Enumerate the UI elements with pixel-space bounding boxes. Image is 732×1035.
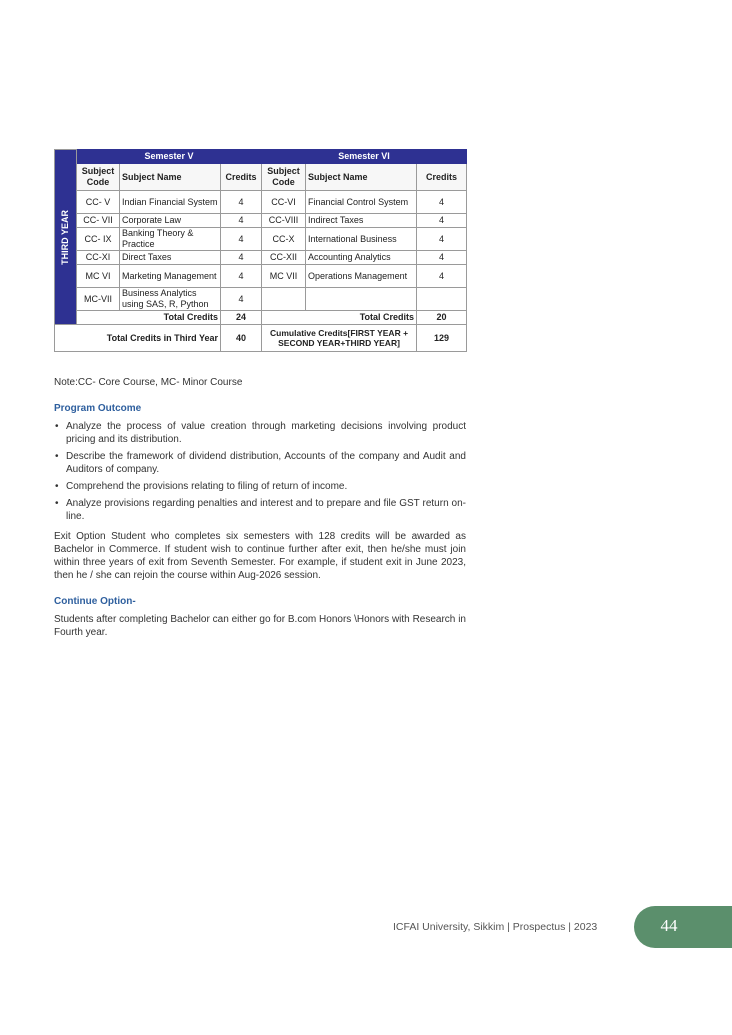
subject-name: Accounting Analytics	[306, 251, 417, 265]
page-number: 44	[660, 916, 678, 935]
list-item: • Comprehend the provisions relating to filing of return of income.	[54, 480, 466, 493]
exit-option-paragraph: Exit Option Student who completes six semesters with 128 credits will be awarded as Bachelor in Commerce. If student wish to continue further after exit, then he/she must join within three years of exit from Seventh Semester. For example, if student exit in June 2023, then he / she can rejoin the course within Aug-2026 session.	[54, 531, 466, 581]
subject-name: Business Analytics using SAS, R, Python	[120, 288, 221, 311]
page-number-tab	[634, 906, 732, 948]
credits: 4	[221, 214, 262, 228]
total-credits-v: 24	[221, 311, 262, 325]
continue-option-paragraph: Students after completing Bachelor can either go for B.com Honors \Honors with Research in Fourth year.	[54, 614, 466, 638]
credits: 4	[221, 251, 262, 265]
subject-name: Direct Taxes	[120, 251, 221, 265]
list-item: • Describe the framework of dividend distribution, Accounts of the company and Audit and Auditors of company.	[54, 450, 466, 476]
subject-name: International Business	[306, 228, 417, 251]
footer-text: ICFAI University, Sikkim | Prospectus | 2023	[393, 921, 598, 933]
subject-name: Indirect Taxes	[306, 214, 417, 228]
code-header: Subject Code	[77, 164, 120, 191]
total-credits-vi: 20	[417, 311, 467, 325]
subject-code: CC-VIII	[262, 214, 306, 228]
credits: 4	[221, 265, 262, 288]
subject-name	[306, 288, 417, 311]
cumulative-credits-label: Cumulative Credits[FIRST YEAR + SECOND YEAR+THIRD YEAR]	[262, 325, 417, 352]
subject-name: Indian Financial System	[120, 191, 221, 214]
subject-code: MC VII	[262, 265, 306, 288]
credits: 4	[417, 214, 467, 228]
third-year-total: 40	[221, 325, 262, 352]
course-note: Note:CC- Core Course, MC- Minor Course	[54, 377, 243, 388]
credits: 4	[417, 228, 467, 251]
subject-name: Operations Management	[306, 265, 417, 288]
subject-name: Banking Theory & Practice	[120, 228, 221, 251]
subject-code: CC- V	[77, 191, 120, 214]
total-credits-label: Total Credits	[262, 311, 417, 325]
semester-vi-header: Semester VI	[262, 150, 467, 164]
code-header: Subject Code	[262, 164, 306, 191]
subject-code: CC-X	[262, 228, 306, 251]
table-row	[55, 265, 467, 288]
list-item: • Analyze provisions regarding penalties and interest and to prepare and file GST return on-line.	[54, 497, 466, 523]
table-row	[55, 251, 467, 265]
table-row	[55, 214, 467, 228]
subject-name: Corporate Law	[120, 214, 221, 228]
credits	[417, 288, 467, 311]
subject-code: CC- VII	[77, 214, 120, 228]
subject-name: Financial Control System	[306, 191, 417, 214]
total-credits-label: Total Credits	[77, 311, 221, 325]
grand-total-row	[55, 325, 467, 352]
subject-code: CC-XI	[77, 251, 120, 265]
credits: 4	[417, 191, 467, 214]
table-row	[55, 288, 467, 311]
subject-code: MC VI	[77, 265, 120, 288]
cumulative-credits-total: 129	[417, 325, 467, 352]
curriculum-table	[54, 149, 467, 352]
total-row	[55, 311, 467, 325]
table-row	[55, 191, 467, 214]
credits: 4	[417, 251, 467, 265]
subject-name: Marketing Management	[120, 265, 221, 288]
credits: 4	[221, 191, 262, 214]
third-year-total-label: Total Credits in Third Year	[55, 325, 221, 352]
name-header: Subject Name	[120, 164, 221, 191]
table-row	[55, 228, 467, 251]
subject-code	[262, 288, 306, 311]
credits: 4	[221, 288, 262, 311]
subject-code: CC- IX	[77, 228, 120, 251]
credits-header: Credits	[417, 164, 467, 191]
subject-code: MC-VII	[77, 288, 120, 311]
subject-code: CC-XII	[262, 251, 306, 265]
program-outcome-list	[54, 420, 466, 527]
program-outcome-heading: Program Outcome	[54, 403, 142, 414]
year-label-cell	[55, 150, 77, 325]
credits: 4	[221, 228, 262, 251]
list-item: • Analyze the process of value creation through marketing decisions involving product pricing and its distribution.	[54, 420, 466, 446]
credits: 4	[417, 265, 467, 288]
name-header: Subject Name	[306, 164, 417, 191]
subject-code: CC-VI	[262, 191, 306, 214]
continue-option-heading: Continue Option-	[54, 596, 136, 607]
credits-header: Credits	[221, 164, 262, 191]
semester-v-header: Semester V	[77, 150, 262, 164]
year-label: THIRD YEAR	[60, 209, 70, 265]
